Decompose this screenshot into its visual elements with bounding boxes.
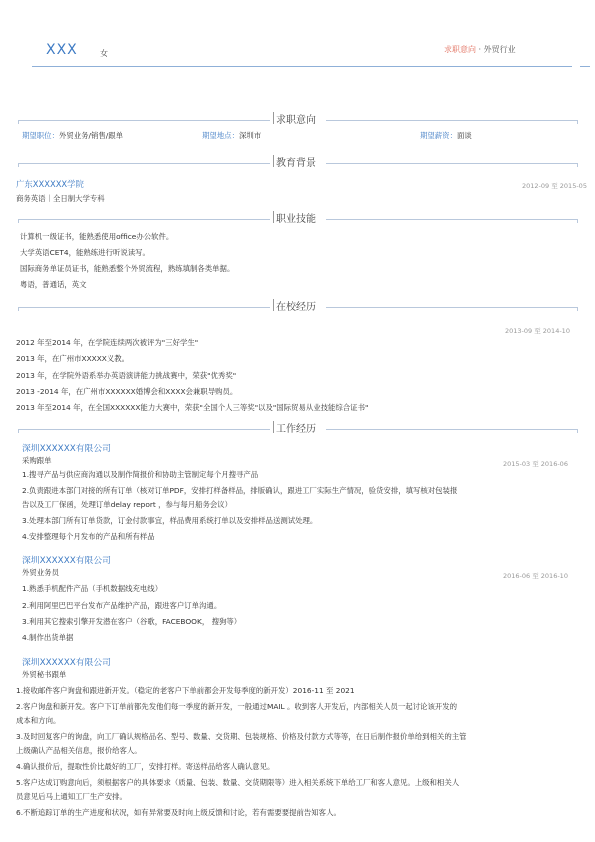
work-role: 外贸业务员	[22, 568, 59, 577]
section-header-education	[0, 153, 595, 167]
work-item: 员意见后马上通知工厂生产安排。	[16, 792, 127, 801]
work-item: 2.客户询盘和新开发。客户下订单前都先发他们每一季度的新开发，一般通过MAIL 。收到客人开发后，内部相关人员一起讨论该开发的	[16, 702, 458, 711]
work-item: 4.确认报价后，提取性价比最好的工厂，安排打样。寄送样品给客人确认意见。	[16, 762, 275, 771]
campus-item: 2013 年，在广州市XXXXX义教。	[16, 354, 129, 363]
campus-item: 2013 年，在学院外语系举办英语演讲能力挑战赛中，荣获"优秀奖"	[16, 371, 237, 380]
section-title-intent: 求职意向	[276, 115, 316, 126]
header-job-intent	[444, 44, 516, 55]
intent-position-label: 期望职位：	[22, 131, 59, 140]
work-item: 5.客户达成订购意向后，须根据客户的具体要求（质量、包装、数量、交货期限等）进入相关系统下单给工厂和客人意见。上级和相关人	[16, 778, 460, 787]
work-role: 采购跟单	[22, 456, 52, 465]
campus-item: 2013 -2014 年，在广州市XXXXXX婚博会和XXXX会兼职导购员。	[16, 387, 238, 396]
work-item: 3.处理本部门所有订单货款，订金付款事宜，样品费用系统打单以及安排样品送测试处理。	[22, 516, 318, 525]
campus-item: 2012 年至2014 年，在学院连续两次被评为"三好学生"	[16, 338, 199, 347]
skill-item: 国际商务单证员证书，能熟悉整个外贸流程，熟练填制各类单据。	[20, 264, 235, 273]
work-item: 4.制作出货单据	[22, 633, 74, 642]
work-item: 2.利用阿里巴巴平台发布产品维护产品，跟进客户订单沟通。	[22, 601, 222, 610]
education-school: 广东XXXXXX学院	[16, 179, 84, 189]
section-header-skills	[0, 209, 595, 223]
work-company: 深圳XXXXXX有限公司	[22, 658, 111, 668]
education-date: 2012-09 至 2015-05	[522, 182, 587, 190]
work-item: 3.及时回复客户的询盘，向工厂确认规格品名、型号、数量、交货期、包装规格、价格及付款方式等等，在日后制作报价单给到相关的主管	[16, 732, 467, 741]
work-company: 深圳XXXXXX有限公司	[22, 444, 111, 454]
skill-item: 大学英语CET4，能熟练进行听说读写。	[20, 248, 150, 257]
work-item: 1.接收邮件客户询盘和跟进新开发。（稳定的老客户下单前都会开发每季度的新开发）2016-11 至 2021	[16, 686, 355, 695]
candidate-name: XXX	[46, 42, 78, 58]
work-item: 成本和方向。	[16, 716, 61, 725]
section-title-work: 工作经历	[276, 424, 316, 435]
intent-location-label: 期望地点：	[202, 131, 239, 140]
section-header-intent	[0, 110, 595, 124]
section-header-work	[0, 419, 595, 433]
header-intent-value: 外贸行业	[483, 45, 516, 54]
intent-location-value: 深圳市	[238, 131, 262, 140]
work-role: 外贸秘书跟单	[22, 670, 67, 679]
intent-location	[202, 131, 261, 141]
skill-item: 粤语，普通话，英文	[20, 280, 87, 289]
intent-salary-label: 期望薪资：	[420, 131, 457, 140]
work-item: 上级确认产品相关信息，报价给客人。	[16, 746, 142, 755]
work-company: 深圳XXXXXX有限公司	[22, 556, 111, 566]
education-major: 商务英语｜全日制大学专科	[16, 194, 105, 203]
work-item: 1.熟悉手机配件产品（手机数据线充电线）	[22, 584, 163, 593]
header-intent-sep: ·	[476, 45, 484, 54]
header-divider	[32, 66, 572, 67]
intent-position	[22, 131, 123, 141]
section-title-education: 教育背景	[276, 158, 316, 169]
header-divider-end	[580, 66, 590, 67]
skill-item: 计算机一级证书，能熟悉使用office办公软件。	[20, 232, 174, 241]
campus-item: 2013 年至2014 年，在全国XXXXXX能力大赛中，荣获"全国个人三等奖"以及"国际贸易从业技能综合证书"	[16, 403, 369, 412]
section-header-campus	[0, 297, 595, 311]
intent-position-value: 外贸业务/销售/跟单	[58, 131, 124, 140]
intent-salary-value: 面谈	[456, 131, 472, 140]
work-date: 2016-06 至 2016-10	[503, 572, 568, 580]
header-intent-label: 求职意向	[444, 45, 476, 54]
work-date: 2015-03 至 2016-06	[503, 460, 568, 468]
work-item: 3.利用其它搜索引擎开发潜在客户（谷歌，FACEBOOK， 搜狗等）	[22, 617, 242, 626]
section-title-skills: 职业技能	[276, 214, 316, 225]
work-item: 6.不断追踪订单的生产进度和状况，如有异常要及时向上级反馈和讨论，若有需要要提前告知客人。	[16, 808, 341, 817]
section-title-campus: 在校经历	[276, 302, 316, 313]
work-item: 告以及工厂保函，处理订单delay report ，参与每月船务会议）	[22, 500, 233, 509]
work-item: 2.负责跟进本部门对接的所有订单（核对订单PDF，安排打样备样品，排版确认，跟进工厂实际生产情况，验货安排，填写核对包装报	[22, 486, 458, 495]
candidate-gender: 女	[100, 49, 108, 58]
work-item: 4.安排整理每个月发布的产品和所有样品	[22, 532, 155, 541]
intent-salary	[420, 131, 472, 141]
campus-date: 2013-09 至 2014-10	[505, 327, 570, 335]
work-item: 1.搜寻产品与供应商沟通以及制作简报价和协助主管制定每个月搜寻产品	[22, 470, 259, 479]
